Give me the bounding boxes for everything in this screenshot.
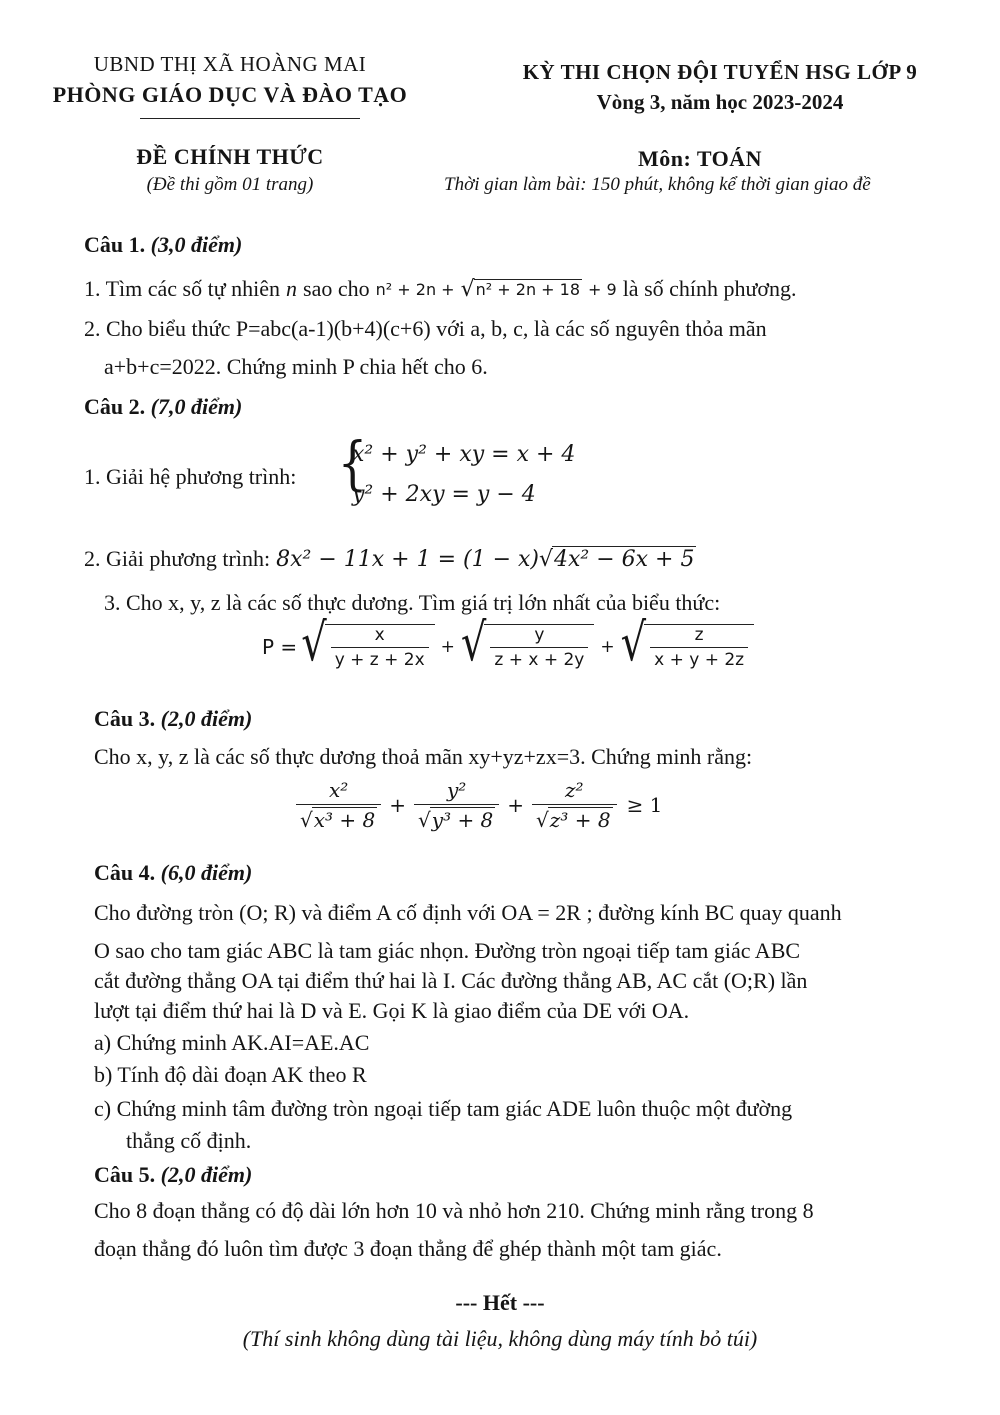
sqrt-sign: √ [301,613,327,673]
q2-heading [84,394,242,420]
sqrt-sign: √ [460,276,475,302]
end-marker: --- Hết --- [455,1290,545,1315]
system-eq-1: x² + y² + xy = x + 4 [352,442,576,467]
plus-1: + [440,637,455,657]
q1-part1 [84,276,797,302]
q3-rhs: ≥ 1 [626,793,663,817]
term-1-den: y + z + 2x [331,647,429,670]
q3-text: Cho x, y, z là các số thực dương thoả mãn xy+yz+zx=3. Chứng minh rằng: [94,744,753,769]
q4-part-a: a) Chứng minh AK.AI=AE.AC [94,1030,370,1055]
q4-line-1: Cho đường tròn (O; R) và điểm A cố định với OA = 2R ; đường kính BC quay quanh [94,900,842,925]
time-note: Thời gian làm bài: 150 phút, không kể thời gian giao đề [444,174,871,195]
q3-term-2-den: y³ + 8 [431,808,494,832]
q1-p1-radical [461,277,582,302]
q1-p1-expr-a: n² + 2n + [375,279,455,299]
exam-title: KỲ THI CHỌN ĐỘI TUYỂN HSG LỚP 9 [522,60,918,84]
plus-2: + [600,637,615,657]
q2-part2 [84,546,696,572]
q3-term-3-num: z² [565,778,584,802]
q4-line-2: O sao cho tam giác ABC là tam giác nhọn. Đường tròn ngoại tiếp tam giác ABC [94,938,801,963]
q1-heading [84,232,242,258]
q1-p1-expr-rad: n² + 2n + 18 [475,280,581,299]
org-line-1: UBND THỊ XÃ HOÀNG MAI [93,52,367,76]
q2-p1-label: 1. Giải hệ phương trình: [84,464,297,489]
q3-term-1-num: x² [328,778,349,802]
q4-line-3: cắt đường thẳng OA tại điểm thứ hai là I. Các đường thẳng AB, AC cắt (O;R) lần [94,968,808,993]
exam-round: Vòng 3, năm học 2023-2024 [596,90,844,114]
q5-line-2: đoạn thẳng đó luôn tìm được 3 đoạn thẳng để ghép thành một tam giác. [94,1236,722,1261]
q4-part-c-line1: c) Chứng minh tâm đường tròn ngoại tiếp tam giác ADE luôn thuộc một đường [94,1096,793,1121]
q2-p2-radical [539,546,697,572]
q1-p1-expr-b: + 9 [588,279,617,299]
q3-term-2: y² √ y³ + 8 [414,778,499,832]
q1-p1-mid: sao cho [303,276,370,301]
subject-label: Môn: TOÁN [637,146,763,171]
org-underline [140,118,360,119]
q5-heading [94,1162,252,1188]
footer-note: (Thí sinh không dùng tài liệu, không dùng máy tính bỏ túi) [242,1326,758,1351]
q4-part-c-line2: thẳng cố định. [126,1128,252,1153]
system-eq-2: y² + 2xy = y − 4 [352,482,536,507]
q1-title: Câu 1. [84,232,146,257]
q2-points: (7,0 điểm) [150,394,243,419]
q1-p1-var: n [286,276,298,301]
official-label: ĐỀ CHÍNH THỨC [136,144,324,169]
sqrt-sign: √ [620,613,647,673]
q1-p1-post: là số chính phương. [622,276,797,301]
q3-heading [94,706,252,732]
q3-formula [292,778,662,832]
official-note: (Đề thi gồm 01 trang) [146,174,314,195]
q3-term-3: z² √ z³ + 8 [532,778,617,832]
q2-p2-label: 2. Giải phương trình: [84,546,271,571]
term-1-num: x [374,625,385,645]
q4-heading [94,860,252,886]
q3-term-2-num: y² [446,778,467,802]
q3-term-3-den: z³ + 8 [549,808,611,832]
q1-p1-pre: 1. Tìm các số tự nhiên [84,276,281,301]
system-brace: { [337,429,368,497]
q5-title: Câu 5. [94,1162,156,1187]
term-2 [460,613,594,673]
q2-p3-formula [262,613,754,673]
q4-line-4: lượt tại điểm thứ hai là D và E. Gọi K là giao điểm của DE với OA. [94,998,690,1023]
term-2-num: y [534,625,545,645]
q2-p2-rad: 4x² − 6x + 5 [554,547,695,572]
q2-part3-text: 3. Cho x, y, z là các số thực dương. Tìm giá trị lớn nhất của biểu thức: [104,590,721,615]
term-3-den: x + y + 2z [650,647,748,670]
q3-plus-1: + [389,793,407,817]
q1-part2-line2: a+b+c=2022. Chứng minh P chia hết cho 6. [104,354,488,379]
q4-points: (6,0 điểm) [160,860,253,885]
sqrt-sign: √ [538,546,554,572]
q4-title: Câu 4. [94,860,156,885]
q1-points: (3,0 điểm) [150,232,243,257]
q5-line-1: Cho 8 đoạn thẳng có độ dài lớn hơn 10 và nhỏ hơn 210. Chứng minh rằng trong 8 [94,1198,814,1223]
q3-term-1: x² √ x³ + 8 [296,778,381,832]
q5-points: (2,0 điểm) [160,1162,253,1187]
q3-title: Câu 3. [94,706,156,731]
p-label: P = [262,635,298,659]
term-2-den: z + x + 2y [490,647,588,670]
q2-title: Câu 2. [84,394,146,419]
term-3-num: z [694,625,704,645]
q3-points: (2,0 điểm) [160,706,253,731]
org-line-2: PHÒNG GIÁO DỤC VÀ ĐÀO TẠO [52,82,408,107]
q3-term-1-den: x³ + 8 [313,808,376,832]
q2-p2-lhs: 8x² − 11x + 1 = (1 − x) [276,546,539,572]
q4-part-b: b) Tính độ dài đoạn AK theo R [94,1062,367,1087]
sqrt-sign: √ [460,613,487,673]
q1-part2-line1: 2. Cho biểu thức P=abc(a-1)(b+4)(c+6) với a, b, c, là các số nguyên thỏa mãn [84,316,767,341]
q3-plus-2: + [507,793,525,817]
term-1 [301,613,434,673]
term-3 [620,613,754,673]
